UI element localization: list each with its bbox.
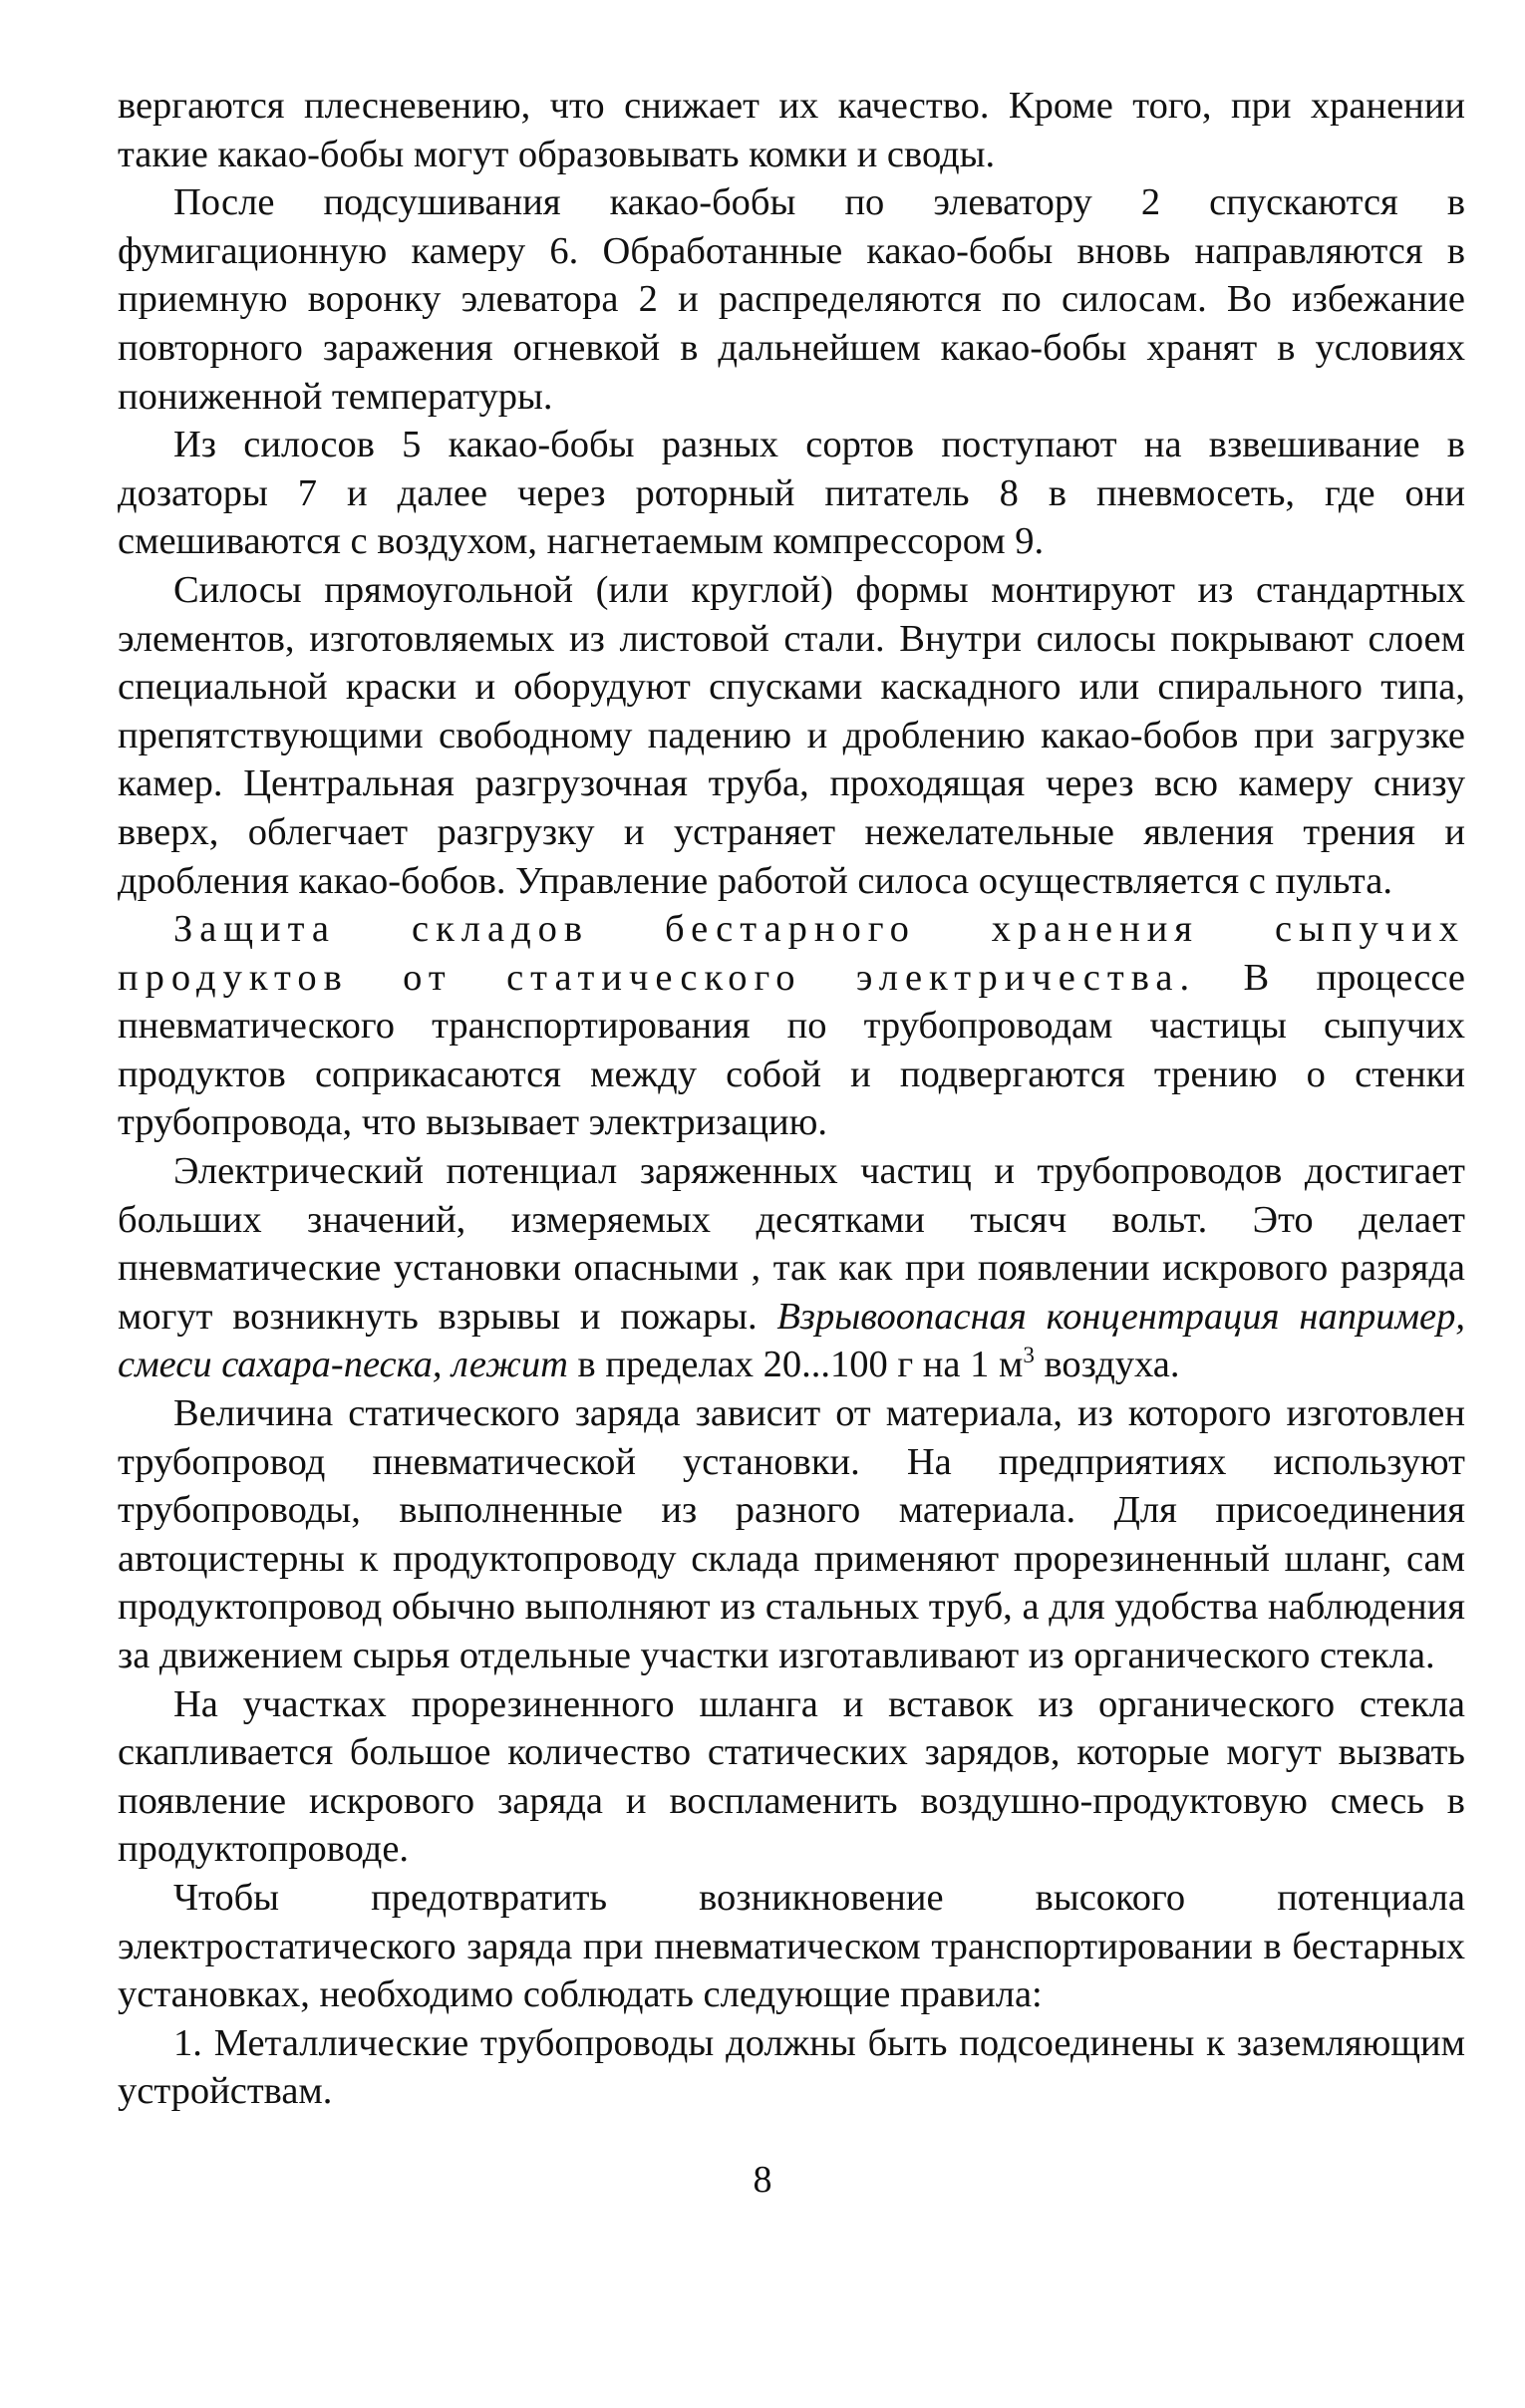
paragraph-6-tail: в пределах 20...100 г на 1 м	[567, 1344, 1024, 1386]
paragraph-5	[118, 905, 1465, 1147]
page-body	[118, 82, 1465, 2116]
section-heading: Защита складов бестарного хранения сыпучих продуктов от статического электричества.	[118, 908, 1465, 999]
paragraph-6-end: воздуха.	[1034, 1344, 1180, 1386]
paragraph-2: После подсушивания какао-бобы по элеватору 2 спускаются в фумигационную камеру 6. Обработанные какао-бобы вновь направляются в приемную воронку элеватора 2 и распределяются по силосам. Во избежание повторного заражения огневкой в дальнейшем какао-бобы хранят в условиях пониженной температуры.	[118, 181, 1465, 418]
paragraph-1: вергаются плесневению, что снижает их качество. Кроме того, при хранении такие какао-бобы могут образовывать комки и своды.	[118, 85, 1465, 175]
paragraph-9: Чтобы предотвратить возникновение высокого потенциала электростатического заряда при пневматическом транспортировании в бестарных установках, необходимо соблюдать следующие правила:	[118, 1876, 1465, 2016]
cubic-superscript: 3	[1023, 1342, 1035, 1368]
paragraph-8: На участках прорезиненного шланга и вставок из органического стекла скапливается большое количество статических зарядов, которые могут вызвать появление искрового заряда и воспламенить воздушно-продуктовую смесь в продуктопроводе.	[118, 1682, 1465, 1871]
page-number: 8	[753, 2159, 772, 2201]
paragraph-6-italic: Взрывоопасная концентрация например, смеси сахара-песка, лежит	[118, 1295, 1465, 1386]
paragraph-7: Величина статического заряда зависит от материала, из которого изготовлен трубопровод пневматической установки. На предприятиях используют трубопроводы, выполненные из разного материала. Для присоединения автоцистерны к продуктопроводу склада применяют прорезиненный шланг, сам продуктопровод обычно выполняют из стальных труб, а для удобства наблюдения за движением сырья отдельные участки изготавливают из органического стекла.	[118, 1392, 1465, 1676]
paragraph-6	[118, 1147, 1465, 1389]
paragraph-6-text: Электрический потенциал заряженных частиц и трубопроводов достигает больших значений, измеряемых десятками тысяч вольт. Это делает пневматические установки опасными , так как при появлении искрового разряда могут возникнуть взрывы и пожары.	[118, 1150, 1465, 1338]
paragraph-4: Силосы прямоугольной (или круглой) формы монтируют из стандартных элементов, изготовляемых из листовой стали. Внутри силосы покрывают слоем специальной краски и оборудуют спусками каскадного или спирального типа, препятствующими свободному падению и дроблению какао-бобов при загрузке камер. Центральная разгрузочная труба, проходящая через всю камеру снизу вверх, облегчает разгрузку и устраняет нежелательные явления трения и дробления какао-бобов. Управление работой силоса осуществляется с пульта.	[118, 568, 1465, 902]
paragraph-3: Из силосов 5 какао-бобы разных сортов поступают на взвешивание в дозаторы 7 и далее через роторный питатель 8 в пневмосеть, где они смешиваются с воздухом, нагнетаемым компрессором 9.	[118, 424, 1465, 563]
list-item-1: 1. Металлические трубопроводы должны быть подсоединены к заземляющим устройствам.	[118, 2021, 1465, 2113]
paragraph-5-text: В процессе пневматического транспортирования по трубопроводам частицы сыпучих продуктов соприкасаются между собой и подвергаются трению о стенки трубопровода, что вызывает электризацию.	[118, 956, 1466, 1144]
